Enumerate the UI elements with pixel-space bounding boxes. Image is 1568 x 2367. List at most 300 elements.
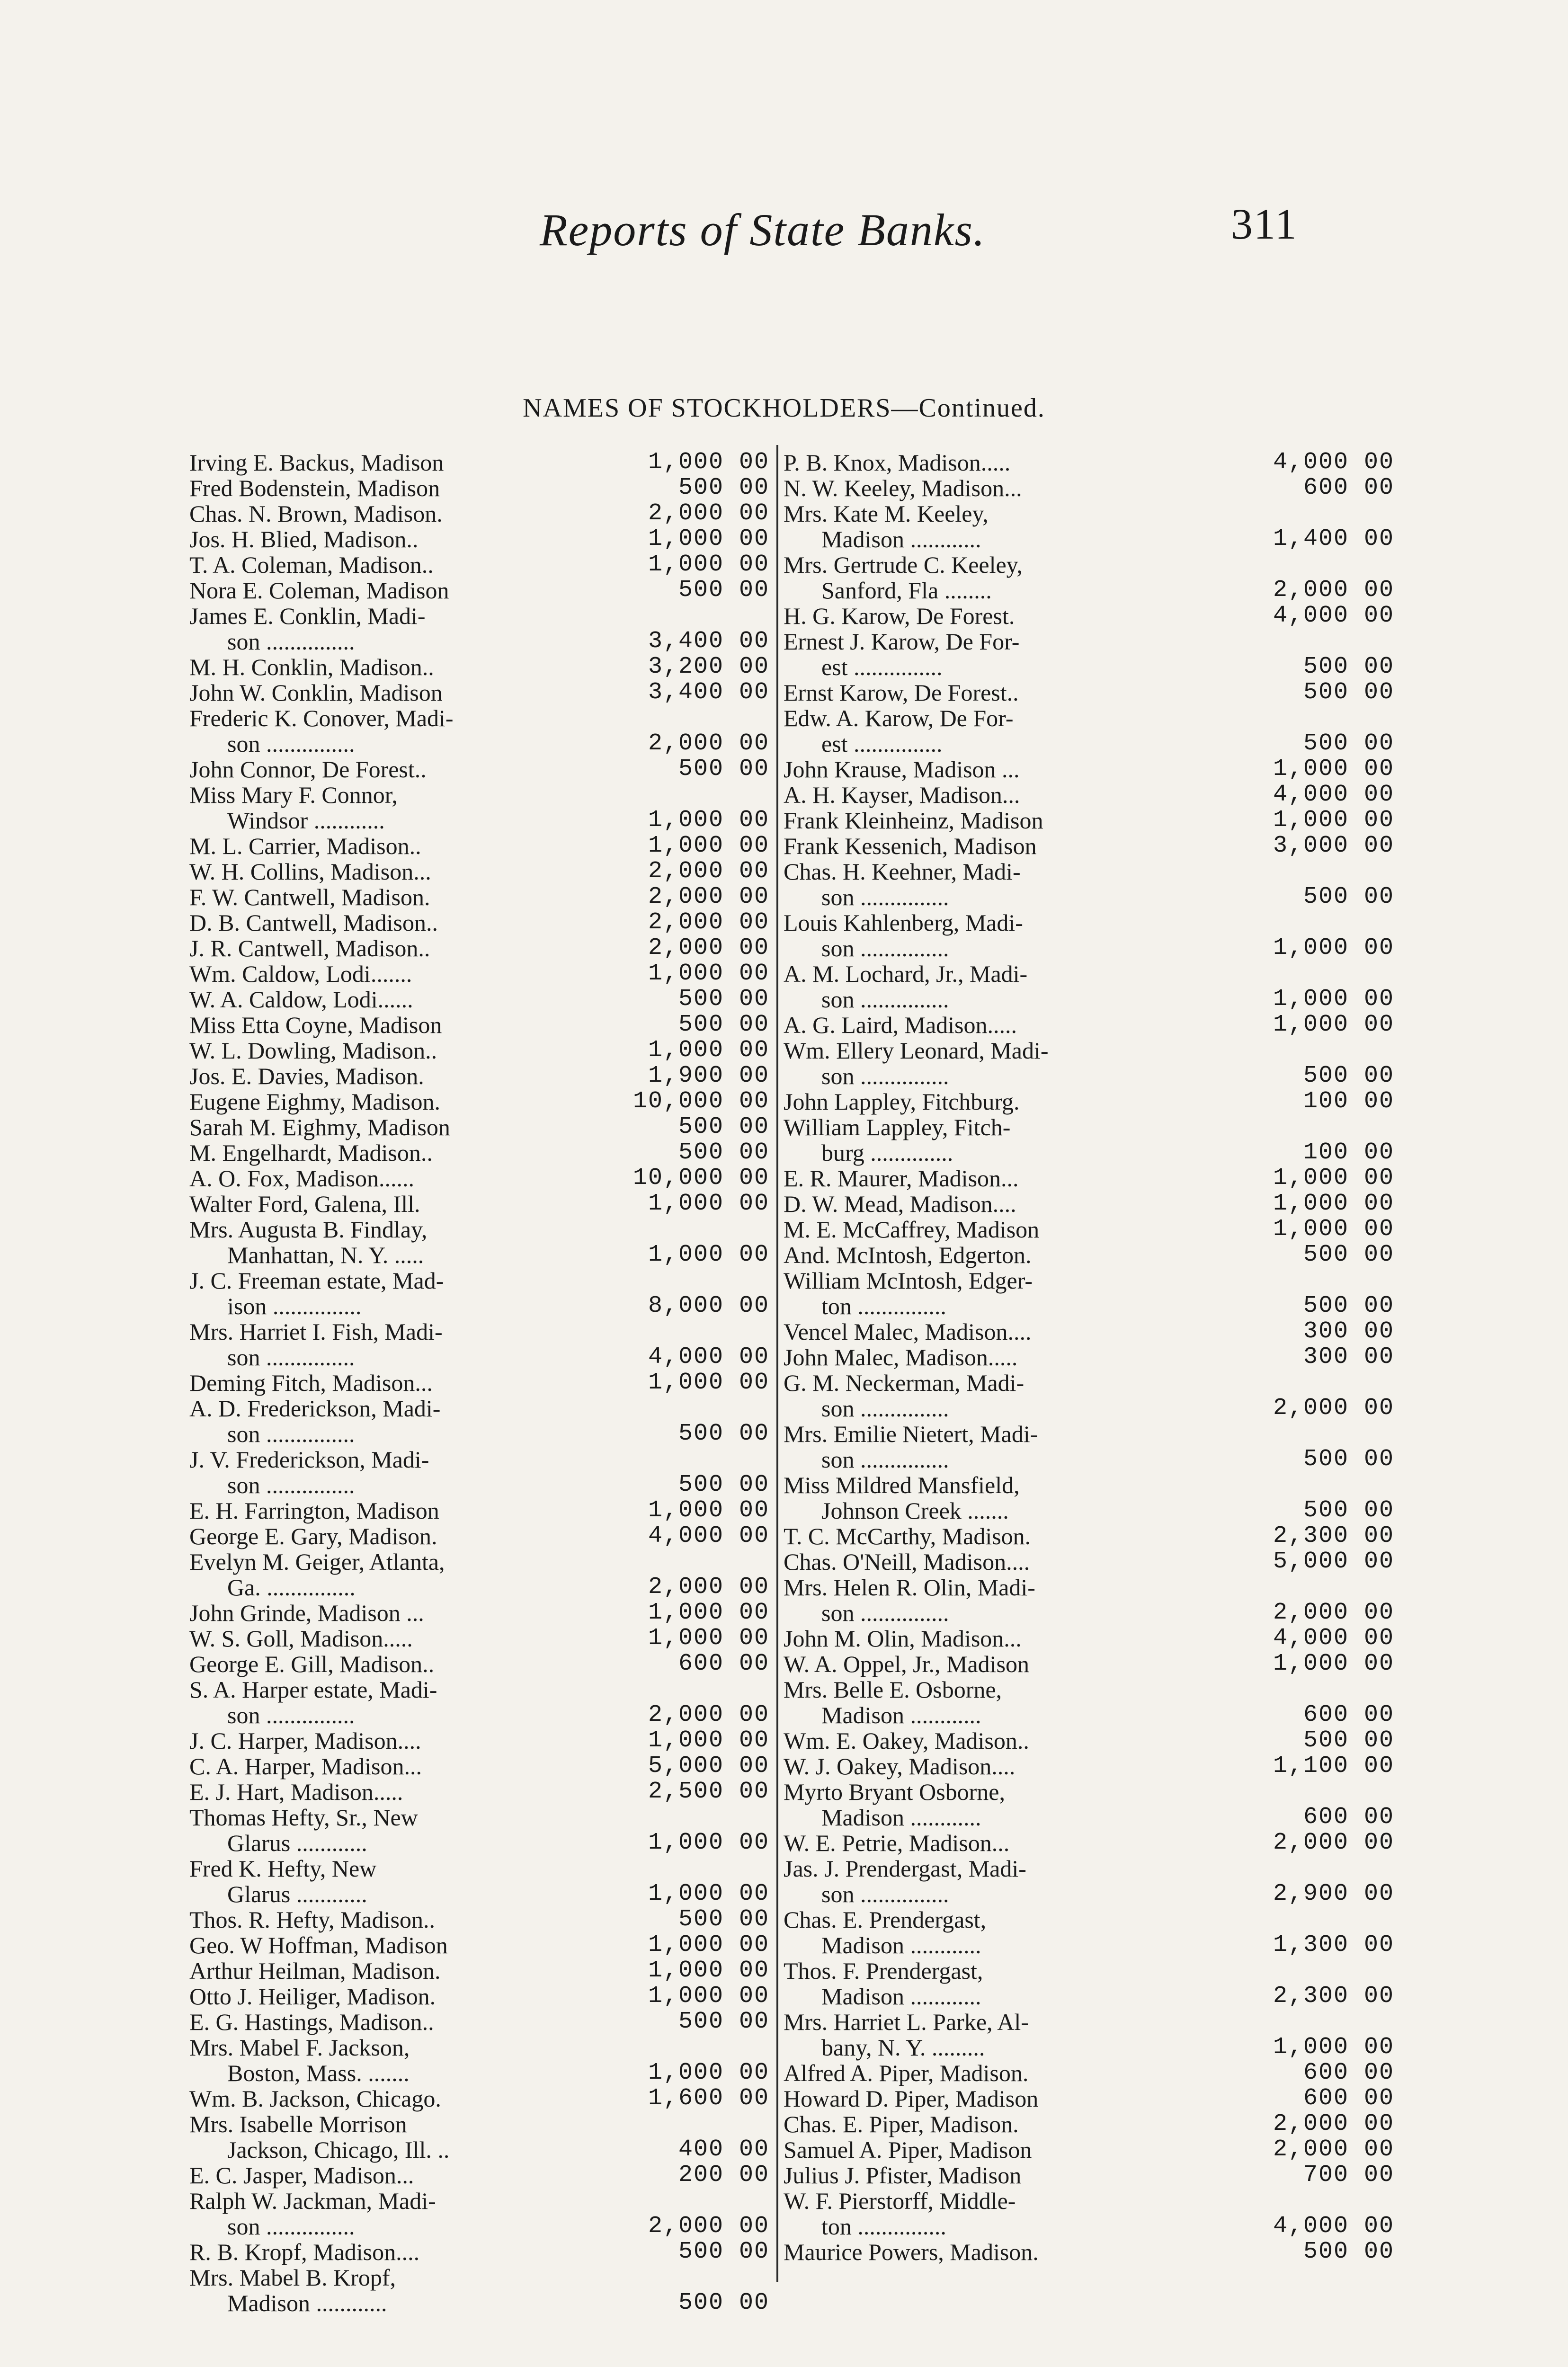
- stock-amount: 3,000 00: [1273, 832, 1394, 859]
- stockholder-entry: [784, 450, 1394, 475]
- stockholder-entry: [784, 1370, 1394, 1421]
- stockholder-name-block: [784, 1012, 1224, 1038]
- stockholder-entry: [189, 961, 769, 987]
- stockholder-name: Howard D. Piper, Madison: [784, 2085, 1039, 2112]
- stockholder-name: Frank Kleinheinz, Madison: [784, 807, 1043, 834]
- stockholder-entry: [189, 654, 769, 680]
- stock-amount: 3,400 00: [648, 628, 769, 655]
- stock-amount: 1,400 00: [1273, 525, 1394, 552]
- stockholder-name-continued: son ...............: [821, 1881, 949, 1907]
- stockholder-entry: [784, 629, 1394, 680]
- stock-amount: 2,000 00: [648, 730, 769, 757]
- stockholder-entry: [189, 2265, 769, 2316]
- stockholder-name-block: [189, 833, 611, 859]
- stockholder-name-block: [189, 1012, 611, 1038]
- stock-amount: 1,000 00: [648, 449, 769, 476]
- stockholder-name: C. A. Harper, Madison...: [189, 1753, 422, 1780]
- stockholder-name-continued: Sanford, Fla ........: [821, 577, 992, 604]
- stockholder-name-block: [189, 1191, 611, 1217]
- stockholder-name: E. H. Farrington, Madison: [189, 1497, 439, 1524]
- stockholder-name: Louis Kahlenberg, Madi-: [784, 909, 1023, 936]
- stockholder-name: A. O. Fox, Madison......: [189, 1165, 415, 1192]
- stock-amount: 600 00: [1303, 1701, 1394, 1728]
- stock-amount: 1,000 00: [1273, 756, 1394, 783]
- stockholder-entry: [784, 1626, 1394, 1651]
- stockholder-name: Sarah M. Eighmy, Madison: [189, 1114, 450, 1140]
- stock-amount: 1,000 00: [1273, 1190, 1394, 1217]
- stockholder-name-block: [784, 833, 1224, 859]
- stockholder-name: W. J. Oakey, Madison....: [784, 1753, 1016, 1780]
- stockholder-name: Samuel A. Piper, Madison: [784, 2136, 1032, 2163]
- stockholder-name-block: [189, 1268, 611, 1319]
- stockholder-name-block: [784, 1166, 1224, 1191]
- stockholder-entry: [784, 1114, 1394, 1166]
- stockholder-entry: [784, 2086, 1394, 2111]
- stockholder-name-continued: son ...............: [227, 1702, 355, 1728]
- stockholder-name: R. B. Kropf, Madison....: [189, 2239, 420, 2265]
- stock-amount: 1,600 00: [648, 2085, 769, 2112]
- stock-amount: 500 00: [1303, 883, 1394, 910]
- stockholder-name-block: [784, 501, 1224, 552]
- stock-amount: 300 00: [1303, 1318, 1394, 1345]
- stockholder-name: N. W. Keeley, Madison...: [784, 475, 1022, 501]
- stockholder-name: Mrs. Belle E. Osborne,: [784, 1676, 1002, 1703]
- stockholder-name-block: [189, 2035, 611, 2086]
- stockholder-name-block: [784, 1191, 1224, 1217]
- stockholder-entry: [189, 1677, 769, 1728]
- stockholder-name-block: [189, 1523, 611, 1549]
- stockholder-name-block: [189, 1958, 611, 1984]
- stockholder-name: Thos. R. Hefty, Madison..: [189, 1906, 435, 1933]
- stockholder-name: Miss Etta Coyne, Madison: [189, 1012, 442, 1038]
- stockholder-name: Wm. E. Oakey, Madison..: [784, 1727, 1029, 1754]
- stockholder-name-block: [784, 1549, 1224, 1575]
- stockholder-name-block: [784, 782, 1224, 808]
- stockholder-name: Geo. W Hoffman, Madison: [189, 1932, 448, 1958]
- stockholder-entry: [189, 1932, 769, 1958]
- stockholder-name: John Connor, De Forest..: [189, 756, 427, 783]
- stockholder-entry: [189, 526, 769, 552]
- stockholder-name: Frederic K. Conover, Madi-: [189, 705, 454, 731]
- stockholder-entry: [189, 2086, 769, 2111]
- stockholder-name-block: [189, 1779, 611, 1805]
- stockholder-name: Mrs. Helen R. Olin, Madi-: [784, 1574, 1035, 1601]
- stock-amount: 3,400 00: [648, 679, 769, 706]
- stock-amount: 600 00: [1303, 1804, 1394, 1831]
- stockholder-name-block: [784, 1575, 1224, 1626]
- stock-amount: 400 00: [678, 2136, 769, 2163]
- stockholder-name-continued: Manhattan, N. Y. .....: [227, 1242, 424, 1268]
- stockholder-name: Jos. H. Blied, Madison..: [189, 526, 419, 552]
- stockholder-name: T. C. McCarthy, Madison.: [784, 1523, 1031, 1549]
- stock-amount: 1,000 00: [1273, 1165, 1394, 1192]
- stockholder-name-block: [189, 935, 611, 961]
- stock-amount: 500 00: [678, 2289, 769, 2316]
- stockholder-name: Wm. Caldow, Lodi.......: [189, 961, 412, 987]
- stockholder-name: Irving E. Backus, Madison: [189, 449, 444, 476]
- stockholder-name: Chas. E. Prendergast,: [784, 1906, 987, 1933]
- stockholder-name: John Malec, Madison.....: [784, 1344, 1018, 1370]
- stockholder-entry: [784, 2111, 1394, 2137]
- stockholder-name-block: [189, 654, 611, 680]
- section-title: NAMES OF STOCKHOLDERS—Continued.: [523, 393, 1045, 423]
- stockholder-entry: [189, 578, 769, 603]
- stock-amount: 500 00: [678, 2238, 769, 2265]
- stockholder-name: Mrs. Emilie Nietert, Madi-: [784, 1421, 1038, 1447]
- page-number: 311: [1231, 200, 1298, 248]
- stockholder-name: Mrs. Gertrude C. Keeley,: [784, 552, 1023, 578]
- stockholder-name-block: [189, 884, 611, 910]
- stockholder-name-block: [784, 1268, 1224, 1319]
- stockholder-name: William McIntosh, Edger-: [784, 1267, 1033, 1294]
- stockholders-right-column: [784, 450, 1394, 2265]
- stock-amount: 1,000 00: [1273, 1011, 1394, 1038]
- stockholder-entry: [189, 1166, 769, 1191]
- stockholder-entry: [784, 910, 1394, 961]
- stockholder-name-block: [784, 705, 1224, 756]
- stockholder-name: John Lappley, Fitchburg.: [784, 1088, 1020, 1115]
- stockholder-name: Mrs. Mabel B. Kropf,: [189, 2264, 396, 2291]
- stockholder-entry: [784, 603, 1394, 629]
- stockholder-entry: [189, 1114, 769, 1140]
- stockholder-name-block: [784, 680, 1224, 705]
- stockholder-entry: [784, 552, 1394, 603]
- stockholder-name: M. H. Conklin, Madison..: [189, 654, 434, 680]
- stockholder-entry: [784, 1217, 1394, 1242]
- stockholder-name-block: [189, 552, 611, 578]
- stockholder-entry: [189, 1038, 769, 1063]
- stockholder-name-continued: bany, N. Y. .........: [821, 2034, 985, 2061]
- stockholder-name-block: [784, 603, 1224, 629]
- stockholder-name: E. J. Hart, Madison.....: [189, 1779, 403, 1805]
- stockholder-name: Edw. A. Karow, De For-: [784, 705, 1014, 731]
- stockholder-name: Mrs. Mabel F. Jackson,: [189, 2034, 410, 2061]
- stockholder-name: Eugene Eighmy, Madison.: [189, 1088, 441, 1115]
- stockholder-entry: [784, 1319, 1394, 1344]
- stockholder-name: J. C. Freeman estate, Mad-: [189, 1267, 444, 1294]
- stockholder-name: And. McIntosh, Edgerton.: [784, 1242, 1032, 1268]
- stockholder-entry: [189, 1626, 769, 1651]
- stockholder-name-continued: Jackson, Chicago, Ill. ..: [227, 2136, 450, 2163]
- stockholder-name: Frank Kessenich, Madison: [784, 833, 1037, 859]
- stockholder-entry: [189, 1907, 769, 1932]
- stockholder-entry: [784, 1651, 1394, 1677]
- stockholder-name-block: [189, 2265, 611, 2316]
- stockholder-name-block: [784, 1907, 1224, 1958]
- stockholder-entry: [784, 1549, 1394, 1575]
- stockholder-entry: [189, 2188, 769, 2239]
- stockholder-entry: [189, 1856, 769, 1907]
- stockholder-name-continued: son ...............: [821, 986, 949, 1013]
- stockholder-entry: [189, 1396, 769, 1447]
- stockholder-entry: [784, 1166, 1394, 1191]
- stockholder-name-block: [189, 1089, 611, 1114]
- stock-amount: 1,100 00: [1273, 1753, 1394, 1780]
- stock-amount: 4,000 00: [1273, 602, 1394, 629]
- stock-amount: 2,000 00: [648, 2213, 769, 2240]
- stock-amount: 2,000 00: [1273, 577, 1394, 604]
- stockholder-entry: [189, 1370, 769, 1396]
- stockholder-name: Ralph W. Jackman, Madi-: [189, 2188, 436, 2214]
- stock-amount: 500 00: [678, 986, 769, 1013]
- stock-amount: 10,000 00: [633, 1088, 769, 1115]
- stockholder-entry: [784, 1038, 1394, 1089]
- stockholder-name-block: [784, 1114, 1224, 1166]
- stockholder-name: John M. Olin, Madison...: [784, 1625, 1022, 1652]
- stockholder-name: John W. Conklin, Madison: [189, 679, 443, 706]
- stockholder-name-block: [784, 1344, 1224, 1370]
- stockholder-name-block: [189, 1626, 611, 1651]
- stockholder-name-block: [784, 1242, 1224, 1268]
- stockholder-name-block: [189, 1063, 611, 1089]
- stockholder-entry: [784, 1268, 1394, 1319]
- stockholder-name-block: [189, 2162, 611, 2188]
- stockholder-entry: [189, 1217, 769, 1268]
- stock-amount: 1,000 00: [1273, 1650, 1394, 1677]
- stockholder-name: Chas. O'Neill, Madison....: [784, 1548, 1030, 1575]
- stockholder-name-block: [189, 475, 611, 501]
- stockholder-name-block: [189, 987, 611, 1012]
- running-head: Reports of State Banks.: [540, 205, 986, 255]
- stock-amount: 1,000 00: [648, 832, 769, 859]
- stockholder-name-block: [784, 1089, 1224, 1114]
- stock-amount: 2,000 00: [1273, 2110, 1394, 2137]
- stockholder-name-block: [784, 1472, 1224, 1523]
- stockholder-name: Jas. J. Prendergast, Madi-: [784, 1855, 1026, 1882]
- stockholder-entry: [189, 1063, 769, 1089]
- stockholder-name-block: [784, 2060, 1224, 2086]
- stock-amount: 500 00: [1303, 730, 1394, 757]
- stock-amount: 1,900 00: [648, 1062, 769, 1089]
- page-header: [0, 189, 1568, 256]
- stock-amount: 4,000 00: [648, 1522, 769, 1549]
- stockholder-name-block: [189, 1984, 611, 2009]
- stockholder-entry: [784, 2239, 1394, 2265]
- stock-amount: 2,000 00: [648, 1574, 769, 1601]
- stockholder-entry: [784, 1677, 1394, 1728]
- stockholder-name-block: [784, 1319, 1224, 1344]
- stockholder-name: Mrs. Harriet L. Parke, Al-: [784, 2009, 1029, 2035]
- stockholder-name: G. M. Neckerman, Madi-: [784, 1370, 1025, 1396]
- stock-amount: 500 00: [1303, 1062, 1394, 1089]
- stockholder-name-block: [784, 2239, 1224, 2265]
- stockholder-entry: [189, 1319, 769, 1370]
- stockholder-name: W. E. Petrie, Madison...: [784, 1830, 1010, 1856]
- stockholder-entry: [784, 1958, 1394, 2009]
- stockholder-entry: [189, 910, 769, 935]
- stockholder-name-block: [784, 1626, 1224, 1651]
- stock-amount: 500 00: [678, 2008, 769, 2035]
- stockholder-name-continued: Madison ............: [227, 2290, 387, 2316]
- stockholder-entry: [784, 1344, 1394, 1370]
- stockholder-name: Deming Fitch, Madison...: [189, 1370, 433, 1396]
- stockholder-entry: [189, 1498, 769, 1523]
- stock-amount: 600 00: [678, 1650, 769, 1677]
- stockholder-name: W. A. Oppel, Jr., Madison: [784, 1651, 1029, 1677]
- stockholder-name-block: [189, 1319, 611, 1370]
- stock-amount: 2,000 00: [1273, 2136, 1394, 2163]
- stockholder-name: A. H. Kayser, Madison...: [784, 782, 1020, 808]
- stockholder-entry: [189, 884, 769, 910]
- stock-amount: 600 00: [1303, 2085, 1394, 2112]
- stockholder-name-block: [784, 1421, 1224, 1472]
- stockholder-name: S. A. Harper estate, Madi-: [189, 1676, 437, 1703]
- stock-amount: 700 00: [1303, 2162, 1394, 2189]
- stockholder-name: E. R. Maurer, Madison...: [784, 1165, 1019, 1192]
- stock-amount: 1,000 00: [648, 807, 769, 834]
- stockholder-name-block: [784, 1370, 1224, 1421]
- stockholder-entry: [189, 501, 769, 526]
- stockholder-name-block: [784, 756, 1224, 782]
- stockholder-name: J. R. Cantwell, Madison..: [189, 935, 430, 961]
- stockholder-entry: [189, 1089, 769, 1114]
- stock-amount: 1,000 00: [648, 1931, 769, 1958]
- stockholder-entry: [189, 859, 769, 884]
- stockholder-name: E. G. Hastings, Madison..: [189, 2009, 434, 2035]
- stockholder-entry: [784, 833, 1394, 859]
- stock-amount: 500 00: [678, 1471, 769, 1498]
- stockholder-name-block: [784, 1651, 1224, 1677]
- stockholder-entry: [784, 2188, 1394, 2239]
- stockholder-name-block: [784, 2137, 1224, 2162]
- stockholder-name-block: [189, 2111, 611, 2162]
- stockholder-entry: [784, 1856, 1394, 1907]
- stockholder-entry: [189, 680, 769, 705]
- stock-amount: 500 00: [1303, 1241, 1394, 1268]
- stockholder-name-continued: Glarus ............: [227, 1881, 367, 1907]
- stockholder-entry: [784, 2137, 1394, 2162]
- stock-amount: 2,000 00: [648, 909, 769, 936]
- stockholder-name-block: [784, 1856, 1224, 1907]
- stockholder-name: Evelyn M. Geiger, Atlanta,: [189, 1548, 445, 1575]
- stockholder-name: Myrto Bryant Osborne,: [784, 1779, 1005, 1805]
- stockholder-name-block: [189, 1549, 611, 1600]
- stockholder-name: Alfred A. Piper, Madison.: [784, 2060, 1029, 2086]
- stock-amount: 1,300 00: [1273, 1931, 1394, 1958]
- stockholder-name-block: [784, 552, 1224, 603]
- stockholders-left-column: [189, 450, 769, 2316]
- stock-amount: 500 00: [1303, 1497, 1394, 1524]
- stock-amount: 1,000 00: [648, 525, 769, 552]
- stockholder-name-block: [189, 501, 611, 526]
- stockholder-name: James E. Conklin, Madi-: [189, 603, 426, 629]
- stock-amount: 1,000 00: [1273, 2034, 1394, 2061]
- stock-amount: 500 00: [678, 756, 769, 783]
- stock-amount: 200 00: [678, 2162, 769, 2189]
- stock-amount: 5,000 00: [1273, 1548, 1394, 1575]
- stockholder-name-block: [189, 1728, 611, 1753]
- stockholder-name-continued: est ...............: [821, 730, 943, 757]
- stockholder-name: Mrs. Augusta B. Findlay,: [189, 1216, 428, 1243]
- stockholder-entry: [784, 501, 1394, 552]
- stockholder-entry: [189, 1191, 769, 1217]
- stockholder-name-block: [189, 1396, 611, 1447]
- stock-amount: 500 00: [1303, 1446, 1394, 1473]
- stock-amount: 4,000 00: [648, 1344, 769, 1370]
- stockholder-name: J. C. Harper, Madison....: [189, 1727, 421, 1754]
- stockholder-name-continued: son ...............: [227, 1421, 355, 1447]
- stock-amount: 1,000 00: [648, 1625, 769, 1652]
- stockholder-entry: [189, 2009, 769, 2035]
- stock-amount: 500 00: [678, 1113, 769, 1140]
- stockholder-name-continued: son ...............: [821, 884, 949, 910]
- stockholder-name: Wm. B. Jackson, Chicago.: [189, 2085, 441, 2112]
- stockholder-entry: [189, 1651, 769, 1677]
- stock-amount: 1,000 00: [648, 2059, 769, 2086]
- stockholder-name-continued: Ga. ...............: [227, 1574, 356, 1601]
- stockholder-name-block: [784, 910, 1224, 961]
- stockholder-name-continued: son ...............: [227, 1344, 355, 1370]
- stockholder-name-block: [189, 578, 611, 603]
- stockholder-name: Thos. F. Prendergast,: [784, 1958, 983, 1984]
- stockholder-name-block: [784, 961, 1224, 1012]
- stockholder-entry: [189, 1753, 769, 1779]
- stockholder-name-continued: Madison ............: [821, 1983, 981, 2010]
- stock-amount: 300 00: [1303, 1344, 1394, 1370]
- stock-amount: 1,000 00: [1273, 986, 1394, 1013]
- stockholder-name-block: [784, 1830, 1224, 1856]
- stockholder-name-block: [189, 1856, 611, 1907]
- stockholder-name-block: [784, 2086, 1224, 2111]
- stockholder-name: Mrs. Kate M. Keeley,: [784, 500, 989, 527]
- stock-amount: 1,000 00: [648, 1497, 769, 1524]
- stockholder-name-continued: ton ...............: [821, 2213, 946, 2240]
- stockholder-name-block: [189, 782, 611, 833]
- stockholder-entry: [784, 475, 1394, 501]
- stockholder-name: George E. Gill, Madison..: [189, 1651, 435, 1677]
- stockholder-entry: [784, 1242, 1394, 1268]
- stockholder-name: W. H. Collins, Madison...: [189, 858, 431, 885]
- stock-amount: 2,900 00: [1273, 1880, 1394, 1907]
- stockholder-name: William Lappley, Fitch-: [784, 1114, 1011, 1140]
- stockholder-name-block: [189, 756, 611, 782]
- stockholder-name: George E. Gary, Madison.: [189, 1523, 437, 1549]
- stockholder-name-block: [189, 1498, 611, 1523]
- stock-amount: 1,000 00: [648, 960, 769, 987]
- stockholder-name: M. E. McCaffrey, Madison: [784, 1216, 1040, 1243]
- stockholder-name-block: [189, 1114, 611, 1140]
- stockholder-entry: [189, 987, 769, 1012]
- stock-amount: 2,000 00: [1273, 1829, 1394, 1856]
- stock-amount: 1,000 00: [648, 1727, 769, 1754]
- stockholder-name-continued: Johnson Creek .......: [821, 1497, 1009, 1524]
- stockholder-entry: [189, 450, 769, 475]
- stock-amount: 500 00: [678, 1139, 769, 1166]
- stockholder-name-block: [784, 2111, 1224, 2137]
- stockholder-entry: [189, 1600, 769, 1626]
- stockholder-name-continued: son ...............: [227, 2213, 355, 2240]
- stockholder-entry: [784, 1728, 1394, 1753]
- stockholder-entry: [784, 1753, 1394, 1779]
- stockholder-name: P. B. Knox, Madison.....: [784, 449, 1011, 476]
- stockholder-entry: [784, 1523, 1394, 1549]
- stockholder-name: M. Engelhardt, Madison..: [189, 1139, 433, 1166]
- stockholder-name: M. L. Carrier, Madison..: [189, 833, 421, 859]
- stockholder-name-continued: Madison ............: [821, 1804, 981, 1831]
- stock-amount: 2,000 00: [648, 934, 769, 961]
- stockholder-name: Vencel Malec, Madison....: [784, 1318, 1032, 1345]
- stockholder-entry: [784, 961, 1394, 1012]
- stockholder-name: Maurice Powers, Madison.: [784, 2239, 1039, 2265]
- stockholder-entry: [784, 1779, 1394, 1830]
- stockholder-entry: [784, 705, 1394, 756]
- stock-amount: 2,000 00: [648, 858, 769, 885]
- stockholder-name: Mrs. Harriet I. Fish, Madi-: [189, 1318, 443, 1345]
- stock-amount: 500 00: [1303, 1292, 1394, 1319]
- stock-amount: 600 00: [1303, 2059, 1394, 2086]
- stock-amount: 1,000 00: [648, 1829, 769, 1856]
- stockholder-entry: [784, 1575, 1394, 1626]
